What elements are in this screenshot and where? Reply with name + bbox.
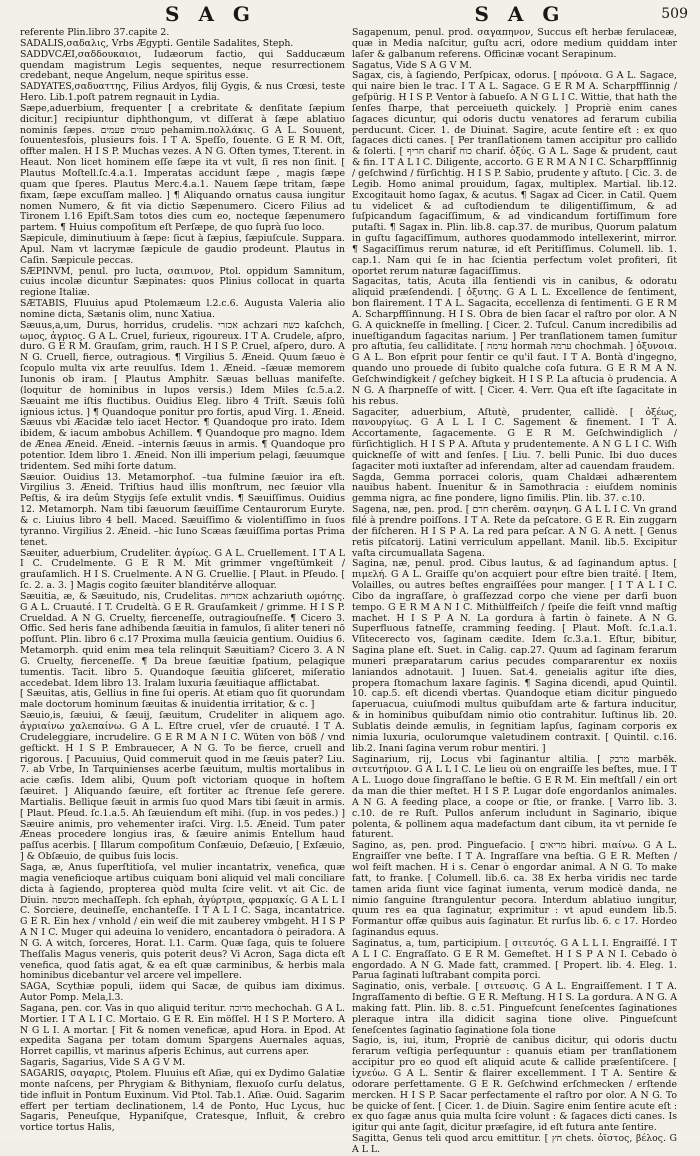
entry: Sagino, as, pen. prod. Pinguefacio. [ מריאים hibri. πιαίνω. G A L. Engraiſſer vne beſte. I T A. Ingraſſare vna beſtia. G E R. Meſten / wol feiſt machen. H i s. Cenar ò engordar animal. A N G. To make fatt, to franke. [ Columell. lib.6. ca. 38 Ex herba viridis nec tarde tamen arida ſiunt vice ſaginat iumenta, verum modicè danda, ne nimio ſanguine ſtrangulentur pecora. Interdum ablatiuo iungitur, quum res ea qua ſaginatur, exprimitur : vt apud eundem lib.5. Formantur offæ quibus auis ſaginatur. Et rurſus lib. 6. c 17. Hordeo ſaginandus equus.	[352, 840, 677, 939]
right-column	[352, 27, 677, 1155]
entry: Sæuitia, æ, & Sæuitudo, nis, Crudelitas. אכזריות achzariuth ωμότης. G A L. Cruauté. I T. Crudeltà. G E R. Grauſamkeit / grimme. H I S P. Crueldad. A N G. Cruelty, fierceneſſe, outragiouſneſſe. ¶ Cicero 3. Offic. Sed heris fane adhibenda ſæuitia in famulos, ſi aliter teneri nō poſſunt. Plin. libro 6 c.17 Proxima mulla ſæuicia gentium. Ouidius 6. Metamorph. quid enim mea tela relinquit Sæuitiam? Cicero 3. A N G. Cruelty, fierceneſſe. ¶ Da breue ſæuitiæ ſpatium, pelagique tumentis. Tacit. libro 5. Quandoque ſæuitia gliſceret, miſeratio accedebat. Idem libro 13. Iralam luxuria ſæuitiaque afflictabat.	[20, 590, 345, 689]
entry: Saga, æ, Anus ſuperſtitioſa, vel mulier incantatrix, venefica, quæ magia veneficioque artibus cuiquam boni aliquid vel mali conciliare dicta à ſagiendo, propterea quòd multa ſcire velit. vt ait Cic. de Diuin. מכשפה mechaſſeph. ſch ephah, ἀγύρτρια, φαρμακίς. G A L L I C. Sorciere, deuineſſe, enchanteſſe. I T A L I C. Saga, incantatrice. G E R. Ein hex / vnhold / ein weiſ die mit zauberey vmbgeht. H I S P A N I C. Muger qui adeuina lo venidero, encantadora ò peiradora. A N G. A witch, ſorceres, Horat. l.1. Carm. Quæ ſaga, quis te ſoluere Theſſalis Magus veneris, quis poterit deus? Vi Acron, Saga dicta eſt venefica, quod ſatis agat, & ea eſt quæ carminibus, & herbis mala hominibus dicebantur vel arcere vel impellere.	[20, 861, 345, 982]
entry: Sagda, Gemma porracei coloris, quam Chaldæi adhærentem nauibus habent. Inuenitur & in Samothracia : eiuſdem nominis gemma nigra, ac fine pondere, ligno ſimilis. Plin. lib. 37. c.10.	[352, 471, 677, 505]
entry: Sæpicule, diminutiuum à ſæpe: ſicut à ſæpius, ſæpiuſcule. Suppara. Apul. Nam vt lacrymæ ſæpicule de gaudio prodeunt. Plautus in Caſin. Sæpicule peccas.	[20, 233, 345, 266]
entry: SADALIS,σαδαλις, Vrbs Ægypti. Gentile Sadalites, Steph.	[20, 37, 294, 49]
entry: Sæuus,a,um, Durus, horridus, crudelis. אכזרי achzari כשח kaſchch, ωμος, ἀγριος. G A L. Cruel, furieux, rigoureux. I T A. Crudele, aſpro, duro. G E R M. Grauſam, grim, rauch. H I S P. Cruel, aſpero, duro. A N G. Cruell, fierce, outragious. ¶ Virgilius 5. Æneid. Quum ſæuo è ſcopulo multa vix arte reuulſus. Idem 1. Æneid. –ſæuæ memorem Iunonis ob iram. [ Plautus Amphitr. Sæuas belluas manifeſte. (loquitur de hominibus in lupos versis.) Idem Miles ſc.5.a.2. Sæuaint me iſtis fluctibus. Ouidius Eleg. libro 4 Triſt. Sæuis ſolū ignious ictus. ] ¶ Quandoque ponitur pro fortis, apud Virg. 1. Æneid. Sæuus vbi Æacidæ telo iacet Hector. ¶ Quandoque pro irato. Idem ibidem, & iacum ambobus Achillem. ¶ Quandoque pro magno. Idem de Ænea Æneid. Æneid. –internis ſæuus in armis. ¶ Quandoque pro potentior. Idem libro 1. Æneid. Non illi imperium pelagi, ſæuumque tridentem. Sed mihi ſorte datum.	[20, 319, 345, 472]
entry: SADDVCÆI,σαδδουκαιοι, Iudæorum factio, qui Sadducæum quendam magistrum Legis sequentes, neque resurrectionem credebant, neque Angelum, neque spiritus esse.	[20, 48, 345, 82]
entry: Sagena, næ, pen. prod. [ חרם cherēm. σαγηνη. G A L L I C. Vn grand filé à prendre poiſſons. I T A. Rete da peſcatore. G E R. Ein zuggarn der fiſcheren. H I S P A. La red para peſcar. A N G. A nett. [ Genus retis piſcatorij. Latini verriculum appellant. Manil. lib.5. Excipitur vaſta circumuallata Sagena.	[352, 504, 677, 559]
entry: SÆPINVM, penul. pro lucta, σαιπινον, Ptol. oppidum Samnitum, cuius incolæ dicuntur Sæpinates: quos Plinius collocat in quarta regione Italiæ.	[20, 265, 345, 299]
entry: Sagaris, Sagarius, Vide S A G V M.	[20, 1057, 186, 1069]
entry: Sagitta, Genus teli quod arcu emittitur. [ חץ chets. ὀϊστος, βέλος. G A L L.	[352, 1133, 677, 1155]
page-number: 509	[661, 6, 688, 22]
running-head-right: S A G	[474, 2, 566, 26]
entry: Sagacitas, tatis, Acuta illa ſentiendi vis in canibus, & odoratu aliquid præſendendi. [ ὀξυτης. G A L L. Excellence de ſentiment, bon flairement. I T A L. Sagacita, eccellenza di ſentimenti. G E R M A. Scharpffſinnung. H I S. Obra de bien ſacar el raſtro por olor. A N G. A quickneſſe in ſmelling. [ Cicer. 2. Tuſcul. Canum incredibilis ad inueſtigandum ſagacitas narium. ] Per tranſlationem tamen ſumitur pro aſtutia, ſeu calliditate. [ ערמה hormah ערמה chochmah. ] ὀξυνοια. G A L. Bon eſprit pour ſentir ce qu'il faut. I T A. Bontà d'ingegno, quando uno prouede di ſubito qualche coſa futura. G E R M A N. Geſchwindigkeit / geſchey bigkeit. H I S P. La aſtucia ò prudencia. A N G. A ſharpneſſe of witt. [ Cicer. 4. Verr. Qua eſt iſte ſagacitate in his rebus.	[352, 276, 677, 407]
entry: SADYATES,σαδυαττης, Filius Ardyos, filij Gygis, & nus Crœsi, teste Hero. Lib.1.poſt patrem regnauit in Lydia.	[20, 81, 345, 104]
entry: Sæuiter, aduerbium, Crudeliter. ἀγρίως. G A L. Cruellement. I T A L I C. Crudelmente. G E R M. Mit grimmer vngeſtümkeit / grauſamlich. H I S. Cruelmente. A N G. Cruellie. [ Plaut. in Pſeudo. [ ſc. 2. a. 3. ] Magis cogito ſæuiter blanditérve alloquar.	[20, 547, 345, 592]
entry: Sagina, næ, penul. prod. Cibus lautus, & ad ſaginandum aptus. [ πιμελή. G A L. Graiſſe qu'on acquiert pour eſtre bien traité. [ Item, Volailles, ou autres beſtes engraiſſées pour manger. [ I T A L I C. Cibo da ingraſſare, ò graſſezzad corpo che viene per darſi buon tempo. G E R M A N I C. Mithülffeiſch / ſpeiſe die feiſt vnnd maſtig machet. H I S P A N. La gordura à fartin ò fainete. A N G. Superfluous fatneſſe, cramming feeding. [ Plaut. Moſt. ſc.1.a.1. Vſitecerecto vos, ſaginam cædite. Idem ſc.3.a.1. Eſtur, bibitur, Sagina plane eſt. Suet. in Calig. cap.27. Quum ad ſaginam ferarum muneri præparatarum carius pecudes compararentur ex noxiis laniandos adnotauit. ] Iuuen. Sat.4. geneialis agitur iſte dies, propera ſtomachum laxare ſaginis. ¶ Sagina dicendi, apud Quintil. 10. cap.5. eſt dicendi vbertas. Quandoque etiam dicitur pinguedo ſaperuacua, cuiuſmodi multus quibuſdam arte & fartura inducitur, & in hominibus quibuſdam nimio otio contrahitur. Iuſtinus lib. 20. Sublatis deinde æmulis, in ſegnitiam lapſus, ſaginam corporis ex nimia luxuria, oculorumque valetudinem contraxit. [ Quintil. c.16. lib.2. Inani ſagina verum robur mentiri. ]	[352, 558, 677, 754]
entry: SAGA, Scythiæ populi, iidem qui Sacæ, de quibus iam diximus. Autor Pomp. Mela,l.3.	[20, 981, 345, 1004]
entry: Sagax, cis, à ſagiendo, Perſpicax, odorus. [ πρόνοια. G A L. Sagace, qui naire bien le trac. I T A L. Sagace. G E R M A. Scharpffſinnig / geſpürig. H I S P. Ventor à ſabueſo. A N G L I C. Wittie, that hath the ſenſes ſharpe, that perceiueth quickely. ] Propriè enim canes ſagaces dicuntur, qui odoris ductu venatores ad ferarum cubilia perducunt. Cicer. 1. de Diuinat. Sagire, acute ſentire eſt : ex quo ſagaces dicti canes. [ Per tranſlationem tamen accipitur pro callido & ſolerti. [ חריף charif כוח charif. ὀξύς. G A L. Sage & prudent, caut & fin. I T A L I C. Diligente, accorto. G E R M A N I C. Scharpffſinnig / geſchwind / fürſichtig. H I S P. Sabio, prudente y aſtuto. [ Cic. 3. de Legib. Homo animal prouidum, ſagax, multiplex. Martial. lib.12. Excogitauit homo ſagax, & acutus. ¶ Sagax ad Cicer. in Catil. Quem tu videlicet & ad cuſtodiendum te diligentiſſimum, & ad ſuſpicandum ſagaciſſimum, & ad vindicandum fortiſſimum fore putaſti. ¶ Sagax in. Plin. lib.8. cap.37. de muribus, Quorum palatum in guſtu ſagaciſſimum, authores quodammodo intellexerint, mirror. ¶ Sagaciſſimus rerum naturæ, id eſt Peritiſſimus. Columell. lib. 1. cap.1. Nam qui ſe in hac ſcientia perfectum volet profiteri, ſit oportet rerum naturæ ſagaciſſimus.	[352, 70, 677, 277]
entry: Sagana, pen. cor. Vas in quo aliquid teritur. מדוכה mechochah. G A L. Mortier. I T A L I C. Mortaio. G E R. Ein möſſel. H I S P. Mortero. A N G L I. A mortar. [ Fit & nomen veneficæ, apud Hora. in Epod. At expedita Sagana per totam domum Spargens Auernales aquas, Horret capillis, vt marinus aſperis Echinus, aut currens aper.	[20, 1002, 345, 1058]
entry: Sagaciter, aduerbium, Aſtutè, prudenter, callidè. [ ὀξέως, πανουργίως. G A L L I C. Sagement & finement. I T A. Accortamente, ſagacemente. G E R M. Geſchwindiglich / fürſichtiglich. H I S P A. Aſtuta y prudentemente. A N G L I C. Wiſh quickneſſe of witt and ſenſes. [ Liu. 7. belli Punic. Ibi duo duces ſagaciter moti iuxtaſter ad inferendam, alter ad cauendam fraudem.	[352, 406, 677, 472]
entry: referente Plin.libro 37.capite 2.	[20, 27, 170, 38]
entry: Saginarium, rij, Locus vbi ſaginantur altilia. [ מרבק marbēk. σιτευτήριον. G A L L I C. Le lieu où on engraiſſe les beſtes, mue. I T A L. Luogo doue ſingraſſano le beſtie. G E R M. Ein meſtſall / ein ort da man die thier meſtet. H I S P. Lugar doſe engordanlos animales. A N G. A feeding place, a coope or ſtie, or franke. [ Varro lib. 3. c.10. de re Ruſt. Pullos anſerum includunt in Saginario, ibique polenta, & pollinem aqua madefactum dant cibum, ita vt pernide ſe faturent.	[352, 753, 677, 841]
running-head-left: S A G	[165, 2, 256, 26]
entry: Sagapenum, penul. prod. σαγαπηνον, Succus eſt herbæ ferulaceæ, quæ in Media naſcitur, guſtu acri, odore medium quiddam inter laſer & galbanum referens. Officinæ vocant Serapinum.	[352, 27, 677, 60]
entry: SÆTABIS, Fluuius apud Ptolemæum l.2.c.6. Augusta Valeria alio nomine dicta, Sætanis olim, nunc Xatiua.	[20, 298, 345, 320]
entry: Saginatus, a, tum, participium. [ σιτευτός. G A L L I. Engraiſſé. I T A L I C. Engraſſato. G E R M. Gemeſtet. H I S P A N I. Cebado ò engordado. A N G. Made fatt, crammed. [ Propert. lib. 4. Eleg. 1. Parua ſaginati luſtrabant compita porci.	[352, 937, 677, 982]
entry: SAGARIS, σαγαρις, Ptolem. Fluuius eſt Aſiæ, qui ex Dydimo Galatiæ monte naſcens, per Phrygiam & Bithyniam, flexuoſo curſu delatus, tide influit in Pontum Euxinum. Vid Ptol. Tab.1. Aſiæ. Ouid. Sagarim effert per tertiam declinationem, l.4 de Ponto, Huc Lycus, huc Sagaris, Peneuſque, Hypaniſque, Cratesque, Influit, & crebro vortice tortus Halis,	[20, 1068, 345, 1134]
entry: Sagatus, Vide S A G V M.	[352, 59, 472, 71]
left-column	[20, 28, 345, 1136]
entry: Sæuior. Ouidius 13. Metamorphoſ. –tua fulmine ſæuior ira eſt. Virgilius 3. Æneid. Triſtius haud illis monſtrum, nec ſæuior vlla Peſtis, & ira deûm Stygijs ſeſe extulit vndis. ¶ Sæuiſſimus. Ouidius 12. Metamorph. Nam tibi ſæuorum ſæuiſſime Centaurorum Euryte. & c. Liuius libro 4 bell. Maced. Sæuiſſimo & violentiſſimo in ſuos tyranno. Virgilius 2. Æneid. –hic Iuno Scæas ſæuiſſima portas Prima tenet.	[20, 471, 345, 548]
entry: [ Sæuitas, atis, Gellius in fine ſui operis. At etiam quo ſit quorundam male doctorum hominum ſæuitas & inuidentia irritatior, & c. ]	[20, 688, 345, 711]
entry: Sæpe,aduerbium, frequenter [ a crebritate & denſitate ſæpium dicitur.] recipiuntur diphthongum, vt diſſerat à ſæpe ablatiuo nominis ſæpes. סעמים פעמים pehamim.πολλάκις. G A L. Souuent, ſouuentesfois, plusieurs fois. I T A. Speſſo, ſouente. G E R M. Oft, offter malen. H I S P. Muchas vezes. A N G. Often tymes, T.terent. in Heaut. Non licet hominem eſſe ſæpe ita vt vult, ſi res non ſinit. [ Plautus Moſtell.ſc.4.a.1. Imperatas accidunt ſæpe , magis ſæpe quam que ſperes. Plautus Merc.4.a.1. Nauem ſæpe tritam, ſæpe fixam, ſæpe excuſſam malleo. ] ¶ Aliquando ornatus causa iungitur nomen Numero, & fit via dictio Sæpenumero. Cicero Filius ad Tironem l.16 Epiſt.Sam totos dies cum eo, nocteque ſæpenumero partem. ¶ Huius compoſitum eſt Perſæpe, de quo ſuprà ſuo loco.	[20, 102, 345, 234]
entry: Sæuio,is, ſæuiui, & ſæuij, ſæuitum, Crudeliter in aliquem ago. ἀγριαίνω χαλεπαίνω. G A L. Eſtre cruel, vſer de cruauté. I T A. Crudeleggiare, incrudelire. G E R M A N I C. Wüten von böß / vnd geſtickt. H I S P. Embrauecer, A N G. To be fierce, cruell and rigorous. [ Pacuuius, Quid commeruit quod in me ſæuis pater? Liu. 7. ab Vrbe, In Tarquinienses acerbe ſæuitum, multis mortalibus in acie cæſis. Idem alibi, Quum poſt victoriam quoque in hoſtem ſæuiret. ] Aliquando ſæuire, eſt fortiter ac ſtrenue ſeſe gerere. Martialis. Bellique ſæuit in armis ſuo quod Mars tibi ſæuit in armis. [ Plaut. Pſeud. ſc.1.a.5. Ah ſæuiendum eſt mihi. (ſup. in vos pedes.) ] Sæuire animis, pro vehementer iraſci. Virg. l.5. Æneid. Tum pater Æneas procedere longius iras, & ſæuire animis Entellum haud paſſus acerbis. [ Illarum compoſitum Conſæuio, Deſæuio, [ Exſæuio, ] & Obſæuio, de quibus ſuis locis.	[20, 710, 345, 863]
entry: Saginatio, onis, verbale. [ σιτευσις. G A L. Engraiſſement. I T A. Ingraſſamento di beſtie. G E R. Meſtung. H I S. La gordura. A N G. A making fatt. Plin. lib. 8. c.51. Pinguefcunt ſeneſcentes ſaginationes pleraque intra illa didicit sagina tione olive. Pingueſcunt ſeneſcentes ſaginatio ſaginatione ſola tione	[352, 981, 677, 1036]
entry: Sagio, is, iui, itum, Propriè de canibus dicitur, qui odoris ductu ferarum veſtigia perſequuntur : quanuis etiam per tranſlationem accipitur pro eo quod eſt aliquid acute & callide præſentiſcere. [ ἰχνεύω. G A L. Sentir & flairer excellemment. I T A. Sentire & odorare perfettamente. G E R. Geſchwind erſchmecken / erſtende mercken. H I S P. Sacar perfectamente el raſtro por olor. A N G. To be quicke of ſent. [ Cicer. 1. de Diuin. Sagire enim ſentire acute eſt : ex quo ſagæ anus quia multa ſcire volunt : & ſagaces dicti canes. Is igitur qui ante ſagit, dicitur præſagire, id eſt futura ante ſentire.	[352, 1035, 677, 1134]
